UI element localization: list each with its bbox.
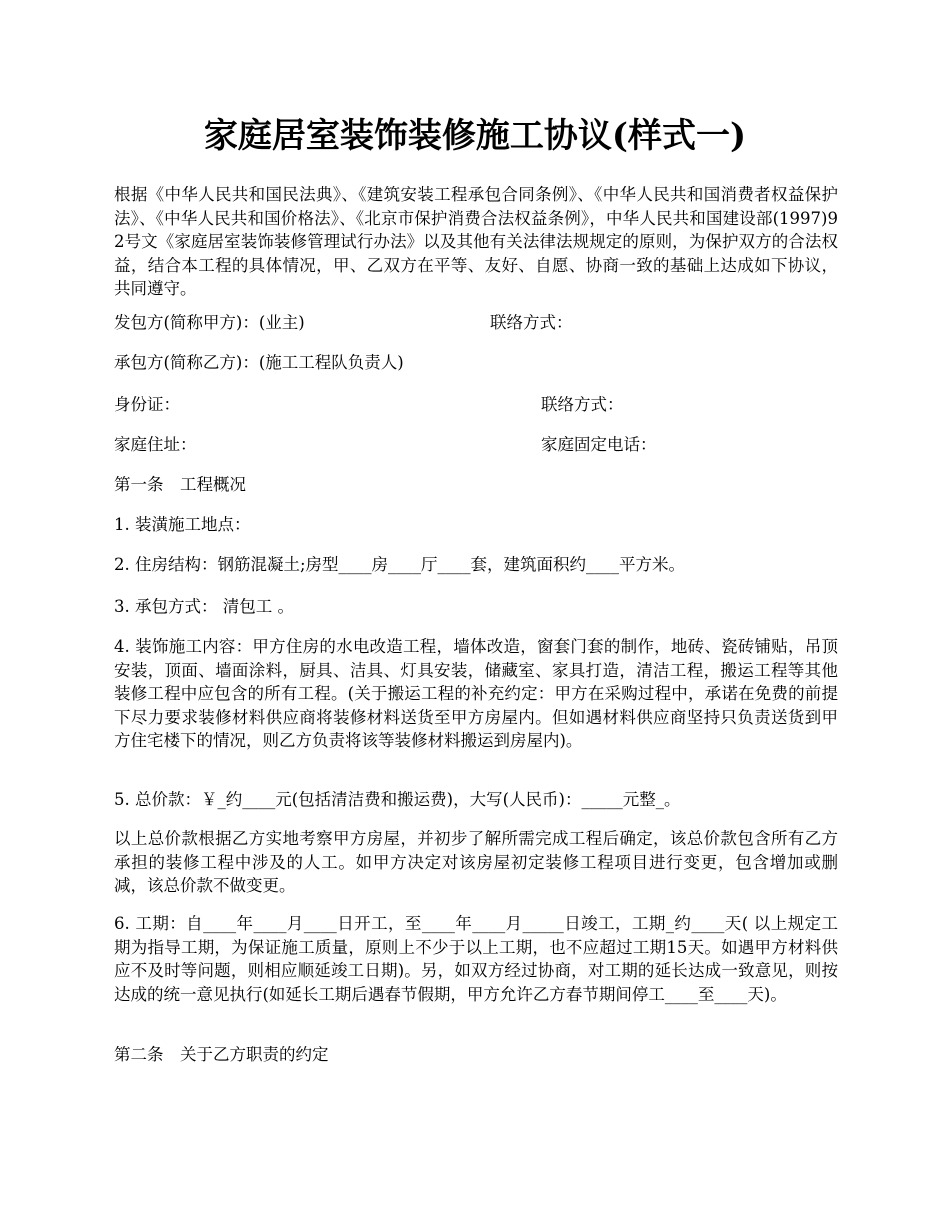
- id-card-line: 身份证：: [114, 395, 180, 414]
- item-1: 1. 装潢施工地点：: [114, 515, 251, 534]
- document-title: 家庭居室装饰装修施工协议(样式一): [203, 116, 747, 156]
- party-a-contact: 联络方式：: [490, 313, 573, 332]
- intro-paragraph: 根据《中华人民共和国民法典》、《建筑安装工程承包合同条例》、《中华人民共和国消费者权益保护法》、《中华人民共和国价格法》、《北京市保护消费合法权益条例》，中华人民共和国建设部(1997)92号文《家庭居室装饰装修管理试行办法》以及其他有关法律法规规定的原则，为保护双方的合法权益，结合本工程的具体情况，甲、乙双方在平等、友好、自愿、协商一致的基础上达成如下协议，共同遵守。: [114, 185, 838, 298]
- price-note: 以上总价款根据乙方实地考察甲方房屋，并初步了解所需完成工程后确定，该总价款包含所有乙方承担的装修工程中涉及的人工。如甲方决定对该房屋初定装修工程项目进行变更，包含增加或删减，该总价款不做变更。: [114, 829, 838, 895]
- article1-heading: 第一条 工程概况: [114, 475, 246, 494]
- item-4: 4. 装饰施工内容：甲方住房的水电改造工程，墙体改造，窗套门套的制作，地砖、瓷砖铺贴，吊顶安装，顶面、墙面涂料，厨具、洁具、灯具安装，储藏室、家具打造，清洁工程，搬运工程等其他装修工程中应包含的所有工程。(关于搬运工程的补充约定：甲方在采购过程中，承诺在免费的前提下尽力要求装修材料供应商将装修材料送货至甲方房屋内。但如遇材料供应商坚持只负责送货到甲方住宅楼下的情况，则乙方负责将该等装修材料搬运到房屋内)。: [114, 637, 838, 750]
- party-a-line: 发包方(简称甲方)：(业主): [114, 313, 305, 332]
- id-contact: 联络方式：: [541, 395, 624, 414]
- party-b-line: 承包方(简称乙方)：(施工工程队负责人): [114, 353, 404, 372]
- article2-heading: 第二条 关于乙方职责的约定: [114, 1045, 329, 1064]
- item-5: 5. 总价款：￥_约____元(包括清洁费和搬运费)，大写(人民币)：_____元整_。: [114, 790, 681, 809]
- item-3: 3. 承包方式： 清包工 。: [114, 597, 294, 616]
- home-phone: 家庭固定电话：: [541, 435, 657, 454]
- item-2: 2. 住房结构：钢筋混凝土;房型____房____厅____套，建筑面积约____平方米。: [114, 555, 686, 574]
- item-6: 6. 工期：自____年____月____日开工，至____年____月_____日竣工，工期_约____天( 以上规定工期为指导工期，为保证施工质量，原则上不少于以上工期，也不应超过工期15天。如遇甲方材料供应不及时等问题，则相应顺延竣工日期)。另，如双方经过协商，对工期的延长达成一致意见，则按达成的统一意见执行(如延长工期后遇春节假期，甲方允许乙方春节期间停工____至____天)。: [114, 914, 838, 1004]
- address-line: 家庭住址：: [114, 435, 197, 454]
